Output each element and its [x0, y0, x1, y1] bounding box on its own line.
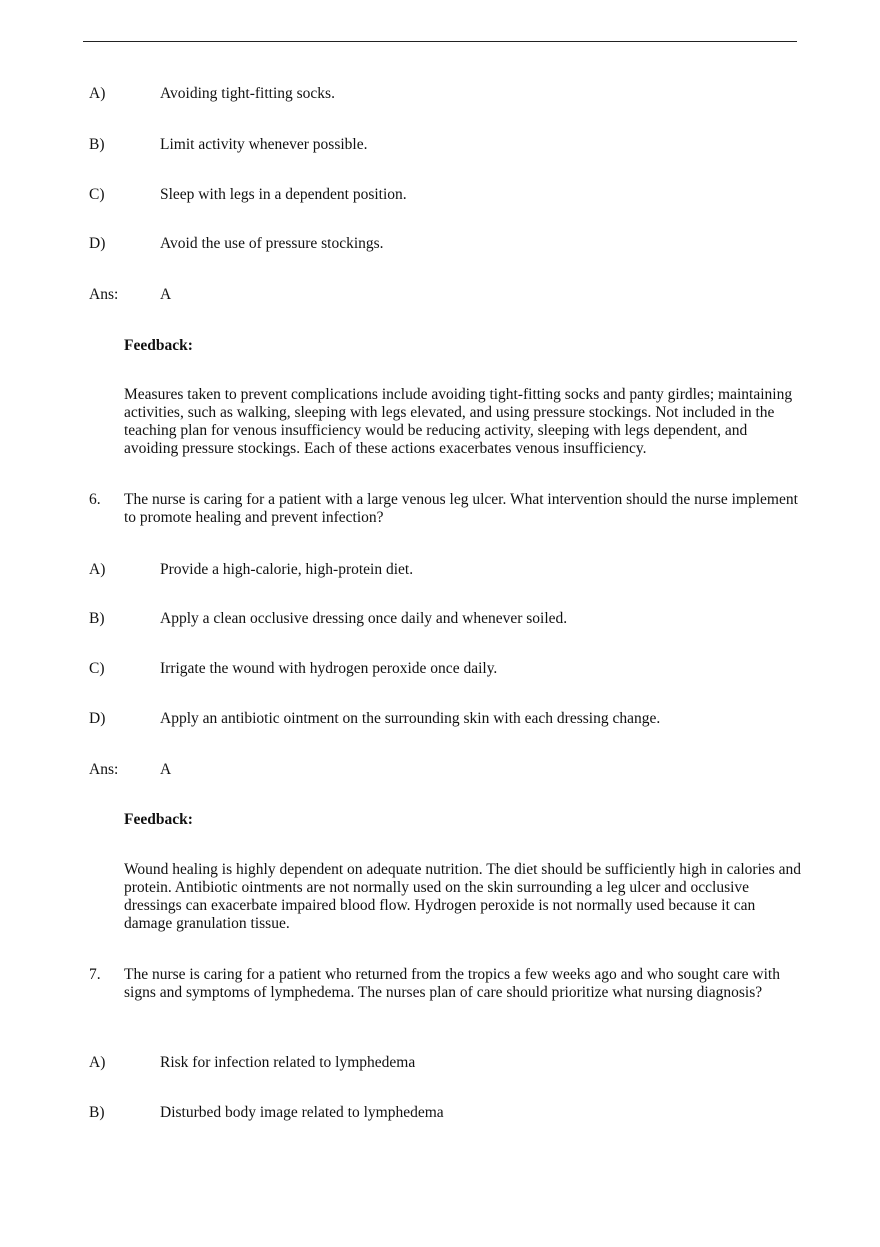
option-label: A)	[89, 1054, 106, 1071]
option-label: D)	[89, 710, 106, 727]
option-text: Avoid the use of pressure stockings.	[160, 235, 384, 252]
feedback-text: Measures taken to prevent complications include avoiding tight-fitting socks and panty girdles; maintaining activities, such as walking, sleeping with legs elevated, and using pressure stockings. Not included in the teaching plan for venous insufficiency would be reducing activity, sleeping with legs dependent, and avoiding pressure stockings. Each of these actions exacerbates venous insufficiency.	[124, 386, 793, 457]
option-text: Apply an antibiotic ointment on the surrounding skin with each dressing change.	[160, 710, 661, 727]
option-text: Avoiding tight-fitting socks.	[160, 85, 335, 102]
option-label: D)	[89, 235, 106, 252]
option-label: C)	[89, 186, 105, 203]
question-text: The nurse is caring for a patient who returned from the tropics a few weeks ago and who sought care with signs and symptoms of lymphedema. The nurses plan of care should prioritize what nursing diagnosis?	[124, 966, 780, 1001]
answer-value: A	[160, 286, 172, 303]
option-text: Apply a clean occlusive dressing once daily and whenever soiled.	[160, 610, 568, 627]
question-text: The nurse is caring for a patient with a large venous leg ulcer. What intervention should the nurse implement to promote healing and prevent infection?	[124, 491, 798, 526]
header-rule	[83, 41, 797, 42]
option-text: Risk for infection related to lymphedema	[160, 1054, 416, 1071]
option-label: A)	[89, 85, 106, 102]
answer-value: A	[160, 761, 172, 778]
feedback-title: Feedback:	[124, 337, 193, 354]
question-number: 7.	[89, 966, 101, 983]
option-label: B)	[89, 610, 105, 627]
answer-label: Ans:	[89, 286, 119, 303]
feedback-text: Wound healing is highly dependent on adequate nutrition. The diet should be sufficiently high in calories and protein. Antibiotic ointments are not normally used on the skin surrounding a leg ulcer and occlusive dressings can exacerbate impaired blood flow. Hydrogen peroxide is not normally used because it can damage granulation tissue.	[124, 861, 802, 932]
option-label: A)	[89, 561, 106, 578]
option-text: Sleep with legs in a dependent position.	[160, 186, 407, 203]
question-number: 6.	[89, 491, 101, 508]
option-text: Limit activity whenever possible.	[160, 136, 368, 153]
option-label: C)	[89, 660, 105, 677]
option-text: Disturbed body image related to lymphedema	[160, 1104, 444, 1121]
option-label: B)	[89, 1104, 105, 1121]
feedback-title: Feedback:	[124, 811, 193, 828]
option-label: B)	[89, 136, 105, 153]
answer-label: Ans:	[89, 761, 119, 778]
option-text: Irrigate the wound with hydrogen peroxide once daily.	[160, 660, 498, 677]
option-text: Provide a high-calorie, high-protein diet.	[160, 561, 414, 578]
